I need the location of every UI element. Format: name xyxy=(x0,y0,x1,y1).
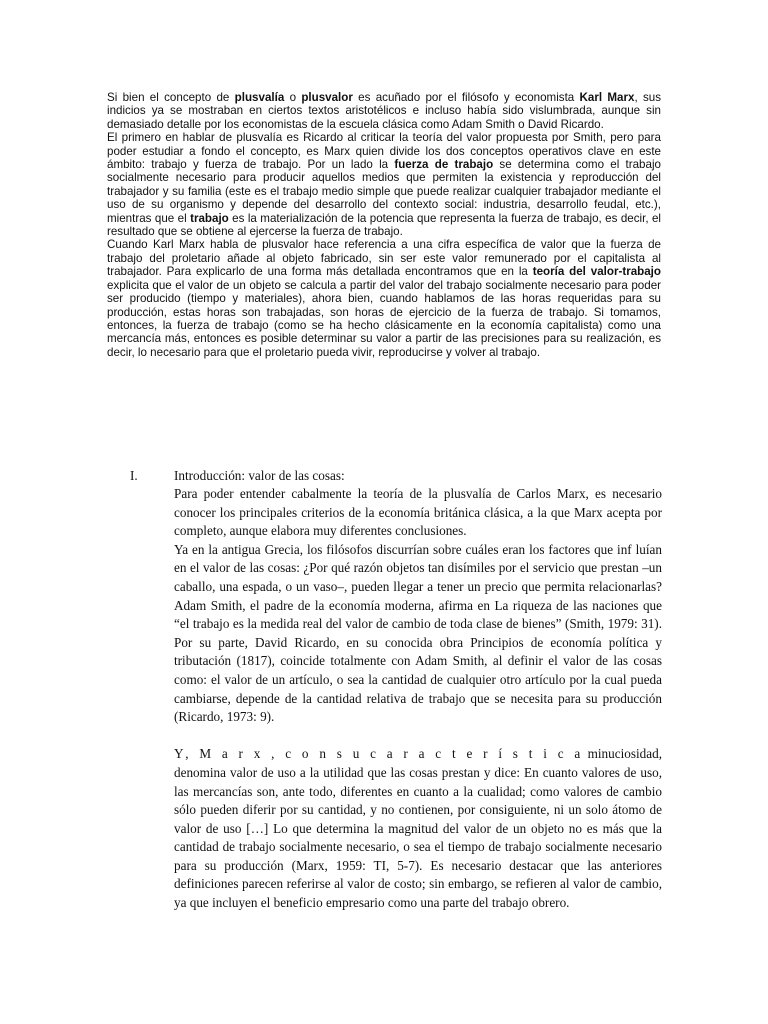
section-paragraph-2: Ya en la antigua Grecia, los filósofos discurrían sobre cuáles eran los factores que inf luían en el valor de las cosas: ¿Por qué razón objetos tan disímiles por el servicio que prestan –un caballo, una espada, o un vaso–, pueden llegar a tener un precio que permita relacionarlas? Adam Smith, el padre de la economía moderna, afirma en La riqueza de las naciones que “el trabajo es la medida real del valor de cambio de toda clase de bienes” (Smith, 1979: 31). Por su parte, David Ricardo, en su conocida obra Principios de economía política y tributación (1817), coincide totalmente con Adam Smith, al definir el valor de las cosas como: el valor de un artículo, o sea la cantidad de cualquier otro artículo por la cual pueda cambiarse, depende de la cantidad relativa de trabajo que se necesita para su producción (Ricardo, 1973: 9). xyxy=(174,541,662,725)
term-plusvalor: plusvalor xyxy=(301,91,353,104)
intro-text: es la materialización de la potencia que representa la fuerza de trabajo, es decir, el resultado que se obtiene al ejercerse la fuerza de trabajo. xyxy=(107,211,661,239)
paragraph-gap xyxy=(174,727,662,746)
term-plusvalia: plusvalía xyxy=(234,91,285,104)
intro-text: El primero en hablar de plusvalía es Ricardo al criticar la teoría del valor propuesta por Smith, pero para poder estudiar a fondo el concepto, es Marx quien divide los dos conceptos operativos clave en este ámbito: trabajo y fuerza de trabajo. Por un lado la xyxy=(107,131,661,172)
intro-text-block xyxy=(107,91,661,359)
intro-text: , sus indicios ya se mostraban en ciertos textos aristotélicos e incluso había sido vislumbrada, aunque sin demasiado detalle por los economistas de la escuela clásica como Adam Smith o David Ricardo. xyxy=(107,91,662,131)
intro-text: es acuñado por el filósofo y economista xyxy=(352,91,580,104)
paragraph-text: minuciosidad, denomina valor de uso a la utilidad que las cosas prestan y dice: En cuanto valores de uso, las mercancías son, ante todo, diferentes en cuanto a la cualidad; como valores de cambio sólo pueden diferir por su cantidad, y no contienen, por consiguiente, ni un solo átomo de valor de uso […] Lo que determina la magnitud del valor de un objeto no es más que la cantidad de trabajo socialmente necesario, o sea el tiempo de trabajo socialmente necesario para su producción (Marx, 1959: TI, 5-7). Es necesario destacar que las anteriores definiciones parecen referirse al valor de costo; sin embargo, se refieren al valor de cambio, ya que incluyen el beneficio empresario como una parte del trabajo obrero. xyxy=(174,746,662,911)
intro-paragraph-1 xyxy=(107,91,661,131)
term-karl-marx: Karl Marx xyxy=(579,91,635,104)
section-paragraph-3 xyxy=(174,745,662,912)
section-paragraph-1: Para poder entender cabalmente la teoría de la plusvalía de Carlos Marx, es necesario conocer los principales criterios de la economía británica clásica, a la que Marx acepta por completo, aunque elabora muy diferentes conclusiones. xyxy=(174,486,662,539)
term-teoria-valor-trabajo: teoría del valor-trabajo xyxy=(532,265,661,279)
term-fuerza-de-trabajo: fuerza de trabajo xyxy=(394,158,494,172)
intro-text: explicita que el valor de un objeto se calcula a partir del valor del trabajo socialmente necesario para poder ser producido (tiempo y materiales), ahora bien, cuando hablamos de las horas requeridas para su producción, estas horas son trabajadas, son horas de ejercicio de la fuerza de trabajo. Si tomamos, entonces, la fuerza de trabajo (como se ha hecho clásicamente en la economía capitalista) como una mercancía más, entonces es posible determinar su valor a partir de las precisiones para su realización, es decir, lo necesario para que el proletario pueda vivir, reproducirse y volver al trabajo. xyxy=(107,278,661,359)
section-body xyxy=(174,485,662,913)
intro-text: o xyxy=(284,91,302,104)
intro-text: se determina como el trabajo socialmente necesario para producir aquellos medios que permiten la existencia y reproducción del trabajador y su familia (este es el trabajo medio simple que puede realizar cualquier trabajador mediante el uso de su organismo y depende del desarrollo del contexto social: industria, desarrollo feudal, etc.), mientras que el xyxy=(107,158,661,225)
intro-paragraph-2 xyxy=(107,131,661,238)
intro-text: Si bien el concepto de xyxy=(107,91,235,104)
section-numeral: I. xyxy=(130,468,138,483)
section-title: Introducción: valor de las cosas: xyxy=(174,468,345,483)
intro-paragraph-3 xyxy=(107,238,661,359)
term-trabajo: trabajo xyxy=(190,211,229,225)
spaced-text: Y, M a r x , c o n s u c a r a c t e r í s t i c a xyxy=(174,746,584,762)
intro-text: Cuando Karl Marx habla de plusvalor hace referencia a una cifra específica de valor que la fuerza de trabajo del proletario añade al objeto fabricado, sin ser este valor remunerado por el capitalista al trabajador. Para explicarlo de una forma más detallada encontramos que en la xyxy=(107,238,661,279)
